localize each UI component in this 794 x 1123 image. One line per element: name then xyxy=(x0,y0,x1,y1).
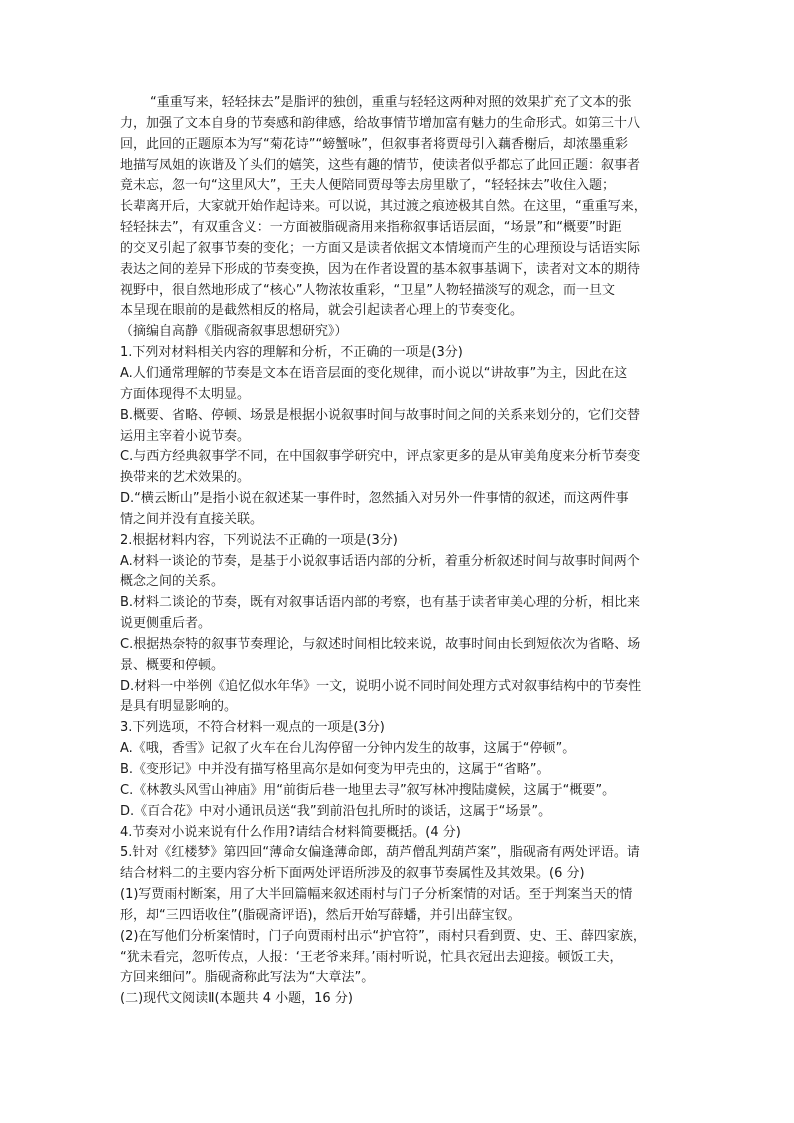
passage-line: 力，加强了文本自身的节奏感和韵律感，给故事情节增加富有魅力的生命形式。如第三十八 xyxy=(120,115,641,131)
question-1 xyxy=(120,343,680,531)
passage-line: 轻轻抹去”，有双重含义：一方面被脂砚斋用来指称叙事话语层面，“场景”和“概要”时距 xyxy=(120,220,622,236)
passage xyxy=(120,93,680,343)
passage-line: 表达之间的差异下形成的节奏变换，因为在作者设置的基本叙事基调下，读者对文本的期待 xyxy=(120,261,641,277)
option-b-cont: 运用主宰着小说节奏。 xyxy=(120,428,251,444)
option-a: A.《哦，香雪》记叙了火车在台儿沟停留一分钟内发生的故事，这属于“停顿”。 xyxy=(120,741,576,757)
option-b: B.概要、省略、停顿、场景是根据小说叙事时间与故事时间之间的关系来划分的，它们交替 xyxy=(120,407,641,423)
option-d: D.材料一中举例《追忆似水年华》一文，说明小说不同时间处理方式对叙事结构中的节奏性 xyxy=(120,678,642,694)
option-c: C.根据热奈特的叙事节奏理论，与叙述时间相比较来说，故事时间由长到短依次为省略、场 xyxy=(120,636,641,652)
passage-line: 回，此回的正题原本为写“菊花诗”“螃蟹咏”，但叙事者将贾母引入藕香榭后，却浓墨重彩 xyxy=(120,136,628,152)
passage-line: 本呈现在眼前的是截然相反的格局，就会引起读者心理上的节奏变化。 xyxy=(120,303,524,319)
option-c-cont: 换带来的艺术效果的。 xyxy=(120,470,251,486)
question-stem-cont: 结合材料二的主要内容分析下面两处评语所涉及的叙事节奏属性及其效果。(6 分) xyxy=(120,866,585,882)
section-heading: (二)现代文阅读Ⅱ(本题共 4 小题，16 分) xyxy=(120,991,353,1007)
question-3 xyxy=(120,718,680,822)
option-d: D.《百合花》中对小通讯员送“我”到前沿包扎所时的谈话，这属于“场景”。 xyxy=(120,803,552,819)
passage-source: （摘编自高静《脂砚斋叙事思想研究》） xyxy=(120,324,348,340)
question-2 xyxy=(120,531,680,719)
question-4 xyxy=(120,823,680,844)
question-stem: 4.节奏对小说来说有什么作用?请结合材料简要概括。(4 分) xyxy=(120,824,461,840)
comment-2-cont: “犹未看完，忽听传点，人报：‘王老爷来拜。’雨村听说，忙具衣冠出去迎接。顿饭工夫， xyxy=(120,949,623,965)
passage-line: 长辈离开后，大家就开始作起诗来。可以说，其过渡之痕迹极其自然。在这里，“重重写来， xyxy=(120,199,647,215)
document-page xyxy=(120,93,680,1010)
option-a-cont: 概念之间的关系。 xyxy=(120,574,225,590)
comment-1-cont: 形，却“三四语收住”(脂砚斋评语)，然后开始写薛蟠，并引出薛宝钗。 xyxy=(120,907,521,923)
option-d: D.“横云断山”是指小说在叙述某一事件时，忽然插入对另外一件事情的叙述，而这两件事 xyxy=(120,491,629,507)
option-b-cont: 说更侧重后者。 xyxy=(120,616,212,632)
comment-2-cont: 方回来细问”。脂砚斋称此写法为“大章法”。 xyxy=(120,970,375,986)
option-d-cont: 情之间并没有直接关联。 xyxy=(120,511,264,527)
passage-line: 视野中，很自然地形成了“核心”人物浓妆重彩，“卫星”人物轻描淡写的观念，而一旦文 xyxy=(120,282,615,298)
option-b: B.材料二谈论的节奏，既有对叙事话语内部的考察，也有基于读者审美心理的分析，相比来 xyxy=(120,595,641,611)
question-stem: 1.下列对材料相关内容的理解和分析，不正确的一项是(3分) xyxy=(120,345,463,361)
option-a: A.材料一谈论的节奏，是基于小说叙事话语内部的分析，着重分析叙述时间与故事时间两个 xyxy=(120,553,640,569)
question-stem: 2.根据材料内容，下列说法不正确的一项是(3分) xyxy=(120,532,398,548)
option-a-cont: 方面体现得不太明显。 xyxy=(120,386,251,402)
passage-line: 的交叉引起了叙事节奏的变化；一方面又是读者依据文本情境而产生的心理预设与话语实际 xyxy=(120,240,641,256)
comment-1: (1)写贾雨村断案，用了大半回篇幅来叙述雨村与门子分析案情的对话。至于判案当天的情 xyxy=(120,887,633,903)
comment-2: (2)在写他们分析案情时，门子向贾雨村出示“护官符”，雨村只看到贾、史、王、薛四家族， xyxy=(120,928,646,944)
option-d-cont: 是具有明显影响的。 xyxy=(120,699,238,715)
question-stem: 5.针对《红楼梦》第四回“薄命女偏逢薄命郎，葫芦僧乱判葫芦案”，脂砚斋有两处评语。请 xyxy=(120,845,640,861)
question-stem: 3.下列选项，不符合材料一观点的一项是(3分) xyxy=(120,720,385,736)
option-b: B.《变形记》中并没有描写格里高尔是如何变为甲壳虫的，这属于“省略”。 xyxy=(120,762,550,777)
passage-line: 地描写凤姐的诙谐及丫头们的嬉笑，这些有趣的情节，使读者似乎都忘了此回正题：叙事者 xyxy=(120,157,641,173)
question-5 xyxy=(120,843,680,989)
option-c-cont: 景、概要和停顿。 xyxy=(120,657,225,673)
option-c: C.《林教头风雪山神庙》用“前街后巷一地里去寻”叙写林冲搜陆虞候，这属于“概要”。 xyxy=(120,782,616,798)
passage-line: “重重写来，轻轻抹去”是脂评的独创，重重与轻轻这两种对照的效果扩充了文本的张 xyxy=(150,95,632,110)
option-a: A.人们通常理解的节奏是文本在语音层面的变化规律，而小说以“讲故事”为主，因此在这 xyxy=(120,365,628,381)
passage-line: 竟未忘，忽一句“这里风大”，王夫人便陪同贾母等去房里歇了，“轻轻抹去”收住入题； xyxy=(120,178,615,194)
option-c: C.与西方经典叙事学不同，在中国叙事学研究中，评点家更多的是从审美角度来分析节奏变 xyxy=(120,449,641,465)
